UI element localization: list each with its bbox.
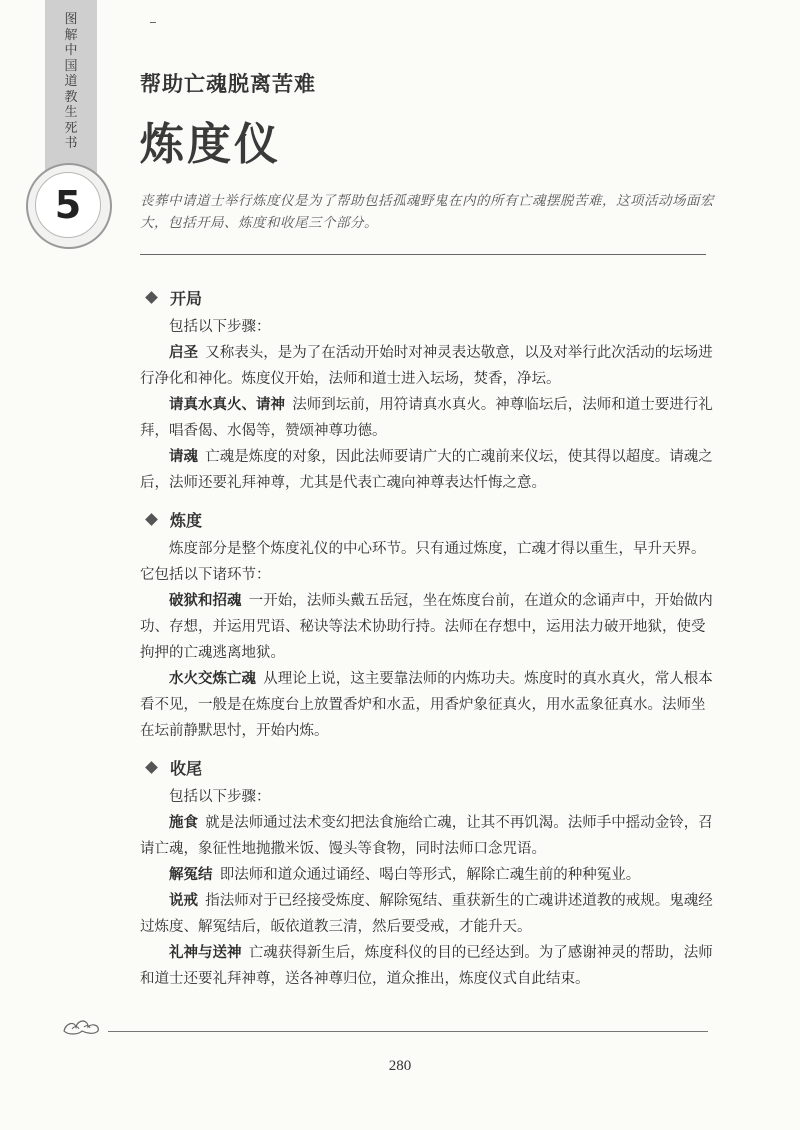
book-title: 图解中国道教生死书 [64,12,78,151]
footer-divider [108,1031,708,1032]
section-heading [140,756,714,778]
paragraph [140,810,714,862]
section-heading-text: 开局 [170,288,203,308]
paragraph [140,392,714,444]
paragraph-text: 亡魂是炼度的对象，因此法师要请广大的亡魂前来仪坛，使其得以超度。请魂之后，法师还要礼拜神尊，尤其是代表亡魂向神尊表达忏悔之意。 [140,449,713,491]
section-heading [140,508,714,530]
print-mark [150,22,156,23]
diamond-bullet-icon [145,513,158,526]
paragraph [140,314,714,340]
section-closing [140,756,714,992]
term: 破狱和招魂 [169,593,242,609]
term: 解冤结 [169,867,213,883]
page-subtitle: 帮助亡魂脱离苦难 [140,72,316,96]
term: 说戒 [169,893,198,909]
paragraph [140,862,714,888]
paragraph [140,666,714,744]
paragraph-text: 包括以下步骤： [169,319,271,335]
paragraph-text: 炼度部分是整个炼度礼仪的中心环节。只有通过炼度，亡魂才得以重生，早升天界。它包括以下诸环节： [140,541,706,583]
term: 请魂 [169,449,198,465]
paragraph-text: 又称表头，是为了在活动开始时对神灵表达敬意，以及对举行此次活动的坛场进行净化和神化。炼度仪开始，法师和道士进入坛场，焚香，净坛。 [140,345,713,387]
paragraph [140,536,714,588]
main-content [140,286,714,992]
diamond-bullet-icon [145,291,158,304]
paragraph [140,444,714,496]
term: 请真水真火、请神 [169,397,285,413]
section-opening [140,286,714,496]
sidebar-tab [45,0,97,175]
intro-text: 丧葬中请道士举行炼度仪是为了帮助包括孤魂野鬼在内的所有亡魂摆脱苦难，这项活动场面宏大，包括开局、炼度和收尾三个部分。 [140,193,714,231]
paragraph-text: 亡魂获得新生后，炼度科仪的目的已经达到。为了感谢神灵的帮助，法师和道士还要礼拜神尊，送各神尊归位，道众推出，炼度仪式自此结束。 [140,945,713,987]
intro-divider [140,254,706,255]
paragraph-text: 法师到坛前，用符请真水真火。神尊临坛后，法师和道士要进行礼拜，唱香偈、水偈等，赞颂神尊功德。 [140,397,713,439]
paragraph-text: 指法师对于已经接受炼度、解除冤结、重获新生的亡魂讲述道教的戒规。鬼魂经过炼度、解冤结后，皈依道教三清，然后要受戒，才能升天。 [140,893,713,935]
paragraph-text: 即法师和道众通过诵经、喝白等形式，解除亡魂生前的种种冤业。 [219,867,641,883]
cloud-ornament-icon [62,1015,102,1037]
term: 施食 [169,815,198,831]
paragraph [140,340,714,392]
chapter-number: 5 [54,183,82,227]
paragraph [140,588,714,666]
term: 礼神与送神 [169,945,242,961]
paragraph [140,784,714,810]
diamond-bullet-icon [145,761,158,774]
paragraph-text: 一开始，法师头戴五岳冠，坐在炼度台前，在道众的念诵声中，开始做内功、存想，并运用咒语、秘诀等法术协助行持。法师在存想中，运用法力破开地狱，使受拘押的亡魂逃离地狱。 [140,593,713,661]
page-title: 炼度仪 [140,119,281,170]
paragraph [140,940,714,992]
chapter-badge [35,172,101,238]
section-refinement [140,508,714,744]
term: 启圣 [169,345,198,361]
term: 水火交炼亡魂 [169,671,256,687]
section-heading [140,286,714,308]
section-heading-text: 收尾 [170,758,203,778]
paragraph [140,888,714,940]
section-heading-text: 炼度 [170,510,203,530]
paragraph-text: 就是法师通过法术变幻把法食施给亡魂，让其不再饥渴。法师手中摇动金铃，召请亡魂，象征性地抛撒米饭、馒头等食物，同时法师口念咒语。 [140,815,713,857]
page-number: 280 [388,1058,412,1074]
paragraph-text: 包括以下步骤： [169,789,271,805]
paragraph-text: 从理论上说，这主要靠法师的内炼功夫。炼度时的真水真火，常人根本看不见，一般是在炼度台上放置香炉和水盂，用香炉象征真火，用水盂象征真水。法师坐在坛前静默思忖，开始内炼。 [140,671,713,739]
